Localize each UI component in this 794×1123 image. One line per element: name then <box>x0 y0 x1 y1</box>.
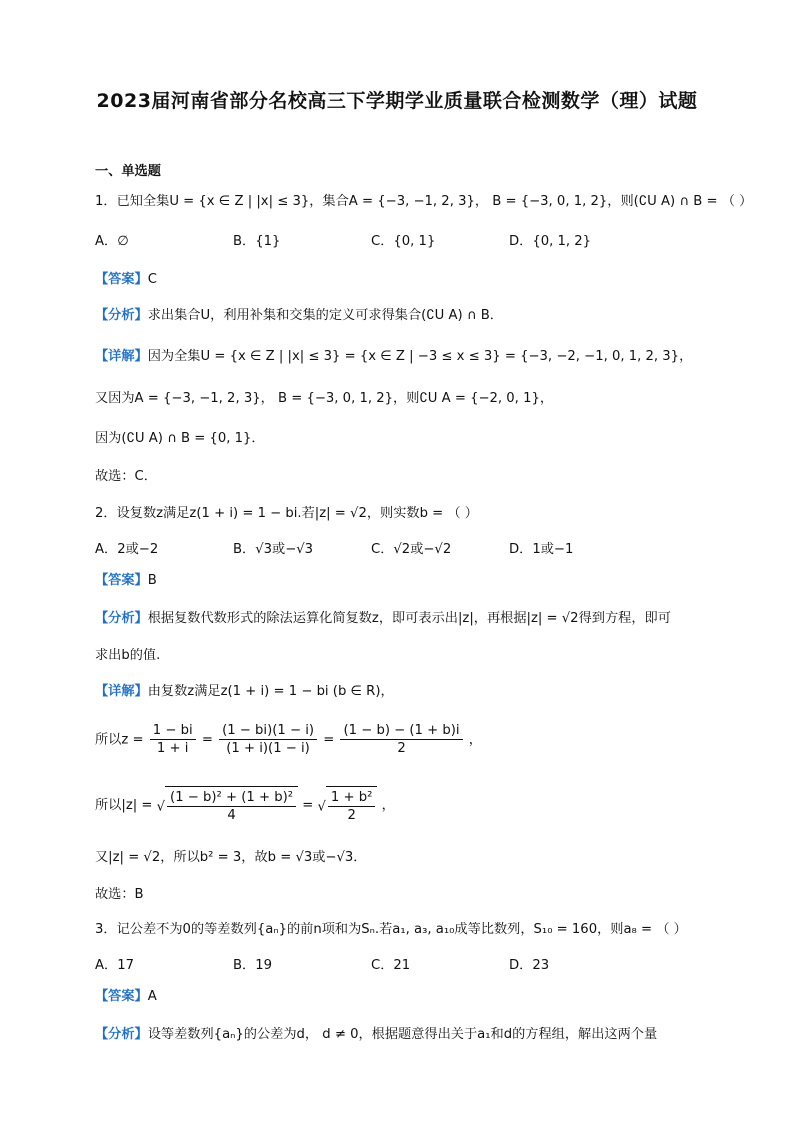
q2-analysis <box>95 609 671 629</box>
comma: ， <box>381 798 395 813</box>
q2-step-2 <box>95 786 395 824</box>
q2-answer-value: B <box>147 573 157 588</box>
q1-answer-value: C <box>147 272 157 287</box>
q1-detail-line-2: 又因为A = {−3, −1, 2, 3}， B = {−3, 0, 1, 2}，则∁U A = {−2, 0, 1}， <box>95 391 554 406</box>
fraction <box>340 722 462 757</box>
fraction-numerator: 1 + b² <box>328 789 375 807</box>
q3-stem: 3．记公差不为0的等差数列{aₙ}的前n项和为Sₙ.若a₁, a₃, a₁₀成等比数列，S₁₀ = 160，则a₈ = （ ） <box>95 922 687 937</box>
fraction-denominator: 2 <box>397 741 406 756</box>
q1-detail-line-3: 因为(∁U A) ∩ B = {0, 1}． <box>95 431 265 446</box>
q1-detail-line-1: 因为全集U = {x ∈ Z | |x| ≤ 3} = {x ∈ Z | −3 ≤ x ≤ 3} = {−3, −2, −1, 0, 1, 2, 3}， <box>147 349 693 364</box>
answer-label: 【答案】 <box>95 573 148 588</box>
fraction-denominator: (1 + i)(1 − i) <box>226 741 310 756</box>
q3-analysis-text: 设等差数列{aₙ}的公差为d， d ≠ 0，根据题意得出关于a₁和d的方程组，解出这两个量 <box>147 1027 658 1042</box>
answer-label: 【答案】 <box>95 272 148 287</box>
equals-sign: = <box>302 798 314 813</box>
radical: √ $\frac{\text{(1 − b)² + (1 + b)²}}{4}$ <box>157 786 298 824</box>
q3-option-a: A．17 <box>95 958 134 973</box>
fraction <box>150 722 196 757</box>
q2-step-1-prefix: 所以z = <box>95 732 144 748</box>
fraction <box>167 789 296 824</box>
q1-option-b: B．{1} <box>233 234 281 249</box>
q1-option-c: C．{0, 1} <box>371 234 436 249</box>
section-heading: 一、单选题 <box>95 164 161 179</box>
fraction-numerator: 1 − bi <box>150 722 196 740</box>
fraction-denominator: 1 + i <box>156 741 189 756</box>
q3-option-d: D．23 <box>509 958 550 973</box>
analysis-label: 【分析】 <box>95 1027 148 1042</box>
q3-answer <box>95 987 157 1007</box>
fraction-numerator: (1 − b) − (1 + b)i <box>340 722 462 740</box>
q1-option-d: D．{0, 1, 2} <box>509 234 592 249</box>
analysis-label: 【分析】 <box>95 611 148 626</box>
equals-sign: = <box>323 732 335 748</box>
q1-choice: 故选：C． <box>95 469 157 484</box>
fraction-numerator: (1 − bi)(1 − i) <box>219 722 317 740</box>
q2-choice: 故选：B <box>95 887 144 902</box>
fraction <box>219 722 317 757</box>
q2-analysis-text-2: 求出b的值. <box>95 648 161 663</box>
comma: ， <box>468 732 482 748</box>
q1-stem: 1．已知全集U = {x ∈ Z | |x| ≤ 3}，集合A = {−3, −1, 2, 3}， B = {−3, 0, 1, 2}，则(∁U A) ∩ B = （ ） <box>95 194 753 209</box>
radical: √ $\frac{\text{1 + b²}}{2}$ <box>318 786 378 824</box>
q2-detail-line-3: 又|z| = √2，所以b² = 3，故b = √3或−√3． <box>95 850 367 865</box>
q2-option-a: A．2或−2 <box>95 542 159 557</box>
q2-analysis-text-1: 根据复数代数形式的除法运算化简复数z，即可表示出|z|，再根据|z| = √2得到方程，即可 <box>147 611 671 626</box>
fraction <box>328 789 375 824</box>
q1-analysis-text: 求出集合U，利用补集和交集的定义可求得集合(∁U A) ∩ B． <box>147 308 503 323</box>
equals-sign: = <box>201 732 213 748</box>
detail-label: 【详解】 <box>95 684 148 699</box>
q2-stem: 2．设复数z满足z(1 + i) = 1 − bi.若|z| = √2，则实数b = （ ） <box>95 506 478 521</box>
q3-option-c: C．21 <box>371 958 411 973</box>
q2-option-d: D．1或−1 <box>509 542 574 557</box>
q2-option-c: C．√2或−√2 <box>371 542 452 557</box>
q2-step-1 <box>95 722 482 757</box>
q2-step-2-prefix: 所以|z| = <box>95 798 153 813</box>
detail-label: 【详解】 <box>95 349 148 364</box>
analysis-label: 【分析】 <box>95 308 148 323</box>
answer-label: 【答案】 <box>95 989 148 1004</box>
q2-detail-line-1: 由复数z满足z(1 + i) = 1 − bi (b ∈ R)， <box>147 684 394 699</box>
q1-analysis <box>95 306 503 326</box>
q2-option-b: B．√3或−√3 <box>233 542 314 557</box>
q3-analysis <box>95 1025 657 1045</box>
q1-detail <box>95 347 692 367</box>
q2-answer <box>95 571 157 591</box>
q2-detail <box>95 682 394 702</box>
q3-option-b: B．19 <box>233 958 273 973</box>
fraction-denominator: 2 <box>347 808 356 823</box>
q1-option-a: A．∅ <box>95 234 129 249</box>
q3-answer-value: A <box>147 989 157 1004</box>
fraction-denominator: 4 <box>227 808 236 823</box>
page-title: 2023届河南省部分名校高三下学期学业质量联合检测数学（理）试题 <box>96 90 698 112</box>
fraction-numerator: (1 − b)² + (1 + b)² <box>167 789 296 807</box>
q1-answer <box>95 270 157 290</box>
